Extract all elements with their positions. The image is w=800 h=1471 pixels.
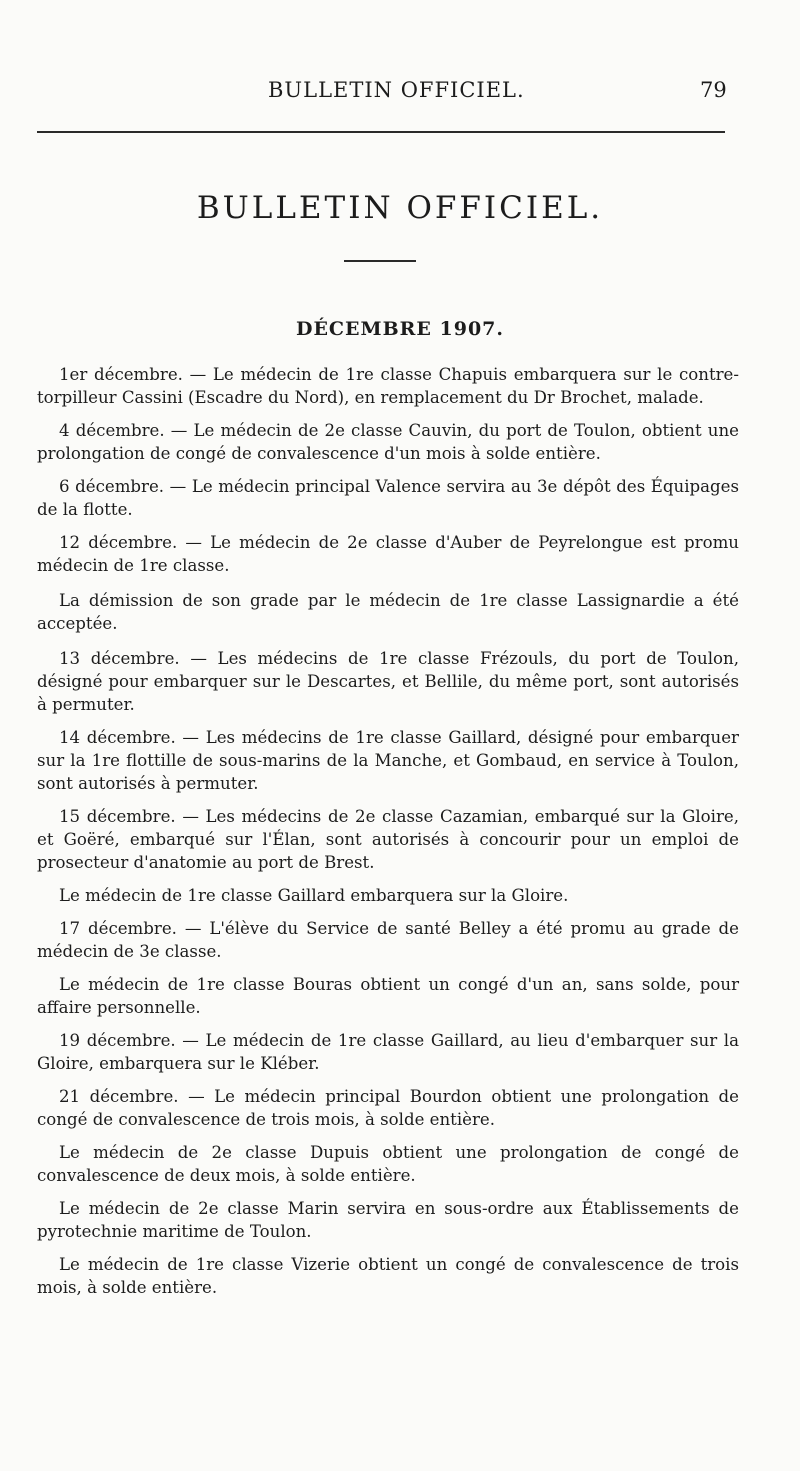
month-heading: DÉCEMBRE 1907. — [295, 318, 505, 340]
announcement-paragraph: 4 décembre. — Le médecin de 2e classe Cauvin, du port de Toulon, obtient une prolongation de congé de convalescence d'un mois à solde entière. — [37, 421, 739, 463]
announcement-paragraph: 1er décembre. — Le médecin de 1re classe Chapuis embarquera sur le contre-torpilleur Cassini (Escadre du Nord), en remplacement du Dr Brochet, malade. — [37, 365, 739, 407]
announcement-paragraph: 14 décembre. — Les médecins de 1re classe Gaillard, désigné pour embarquer sur la 1re flottille de sous-marins de la Manche, et Gombaud, en service à Toulon, sont autorisés à permuter. — [37, 728, 739, 793]
announcement-paragraph: 6 décembre. — Le médecin principal Valence servira au 3e dépôt des Équipages de la flotte. — [37, 477, 739, 519]
announcement-paragraph: Le médecin de 1re classe Vizerie obtient un congé de convalescence de trois mois, à solde entière. — [37, 1255, 739, 1297]
announcement-paragraph: 19 décembre. — Le médecin de 1re classe Gaillard, au lieu d'embarquer sur la Gloire, embarquera sur le Kléber. — [37, 1031, 739, 1073]
announcement-paragraph: 21 décembre. — Le médecin principal Bourdon obtient une prolongation de congé de convalescence de trois mois, à solde entière. — [37, 1087, 739, 1129]
announcement-paragraph: Le médecin de 1re classe Gaillard embarquera sur la Gloire. — [59, 886, 569, 905]
announcement-paragraph: 17 décembre. — L'élève du Service de santé Belley a été promu au grade de médecin de 3e classe. — [37, 919, 739, 961]
announcement-paragraph: Le médecin de 2e classe Marin servira en sous-ordre aux Établissements de pyrotechnie maritime de Toulon. — [37, 1199, 739, 1241]
running-head — [0, 78, 800, 108]
page-number: 79 — [700, 78, 727, 102]
announcement-paragraph: 12 décembre. — Le médecin de 2e classe d'Auber de Peyrelongue est promu médecin de 1re classe. — [37, 533, 739, 575]
announcement-paragraph: La démission de son grade par le médecin de 1re classe Lassignardie a été acceptée. — [37, 591, 739, 633]
announcement-paragraph: Le médecin de 2e classe Dupuis obtient une prolongation de congé de convalescence de deux mois, à solde entière. — [37, 1143, 739, 1185]
announcement-paragraph: 15 décembre. — Les médecins de 2e classe Cazamian, embarqué sur la Gloire, et Goëré, embarqué sur l'Élan, sont autorisés à concourir pour un emploi de prosecteur d'anatomie au port de Brest. — [37, 807, 739, 872]
title-rule — [344, 260, 416, 262]
running-head-title: BULLETIN OFFICIEL. — [268, 78, 525, 102]
announcement-paragraph: 13 décembre. — Les médecins de 1re classe Frézouls, du port de Toulon, désigné pour embarquer sur le Descartes, et Bellile, du même port, sont autorisés à permuter. — [37, 649, 739, 714]
page-title: BULLETIN OFFICIEL. — [196, 190, 604, 226]
header-rule — [37, 131, 725, 133]
announcements — [37, 363, 739, 1309]
announcement-paragraph: Le médecin de 1re classe Bouras obtient un congé d'un an, sans solde, pour affaire personnelle. — [37, 975, 739, 1017]
